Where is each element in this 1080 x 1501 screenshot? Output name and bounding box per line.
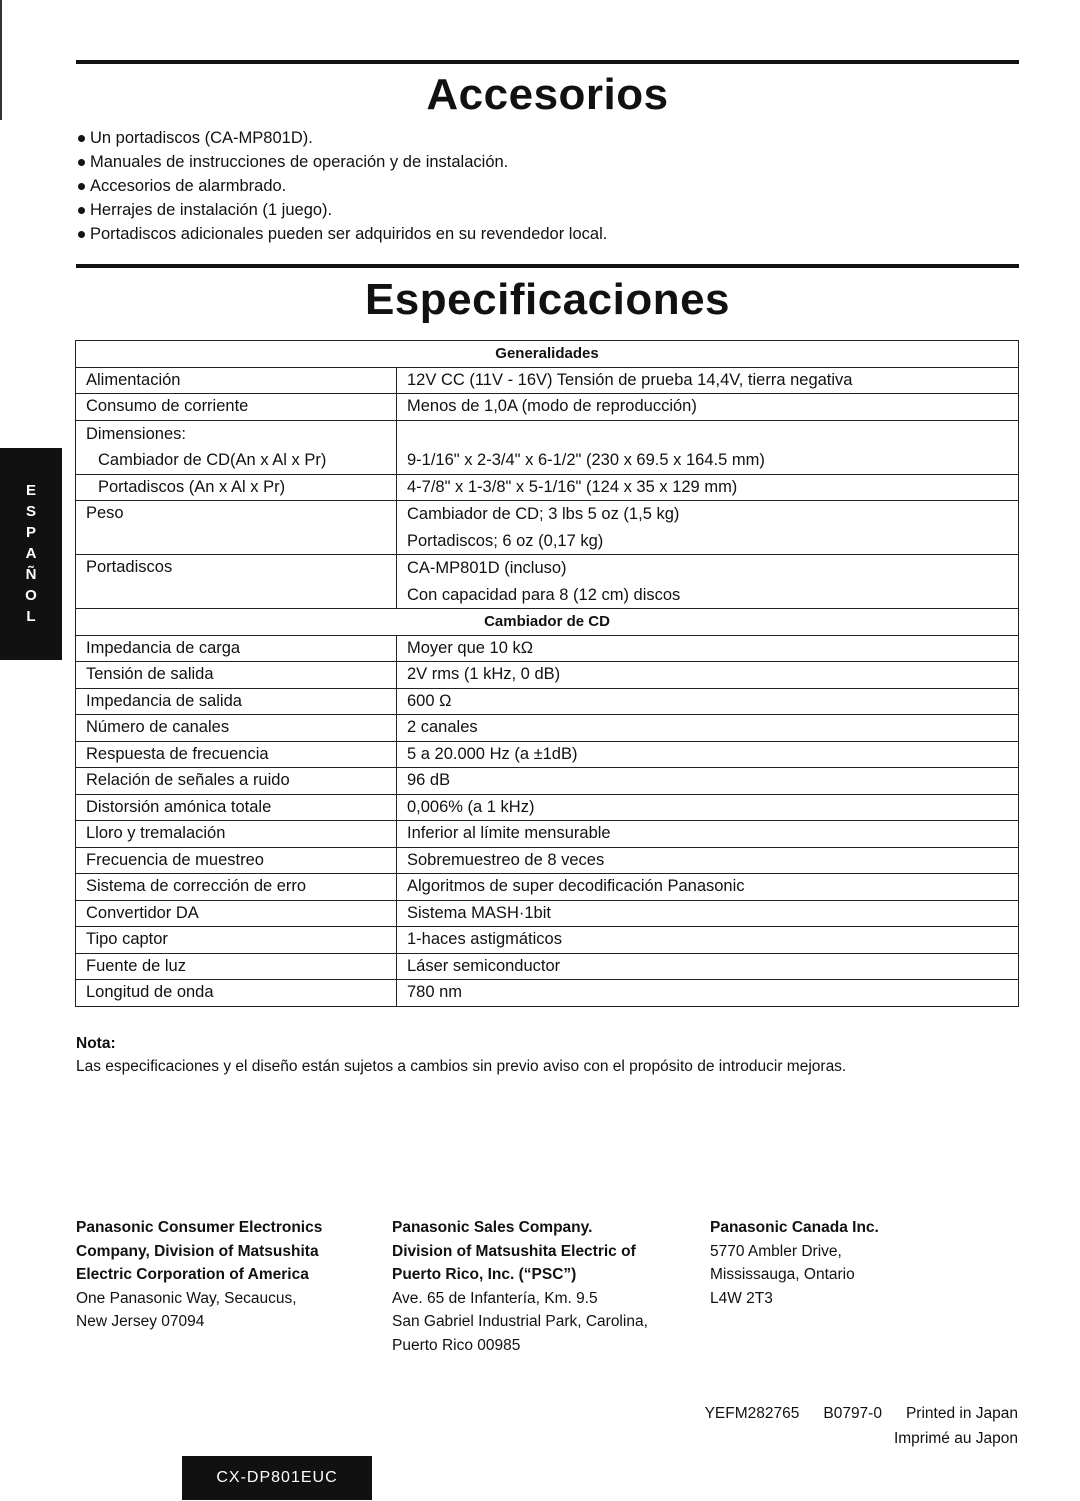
spec-label: Convertidor DA [76,900,397,927]
table-row [76,555,1019,609]
spec-value: 9-1/16" x 2-3/4" x 6-1/2" (230 x 69.5 x 164.5 mm) [397,420,1019,474]
spec-value: Sobremuestreo de 8 veces [397,847,1019,874]
spec-label: Sistema de corrección de erro [76,874,397,901]
table-row [76,715,1019,742]
accesorios-list [78,126,607,246]
table-row [76,394,1019,421]
spec-label: Portadiscos [76,555,397,609]
spec-value: 4-7/8" x 1-3/8" x 5-1/16" (124 x 35 x 129 mm) [397,474,1019,501]
spec-value: 2V rms (1 kHz, 0 dB) [397,662,1019,689]
spec-label: Frecuencia de muestreo [76,847,397,874]
spec-value: 5 a 20.000 Hz (a ±1dB) [397,741,1019,768]
address-block-america: Panasonic Consumer Electronics Company, Division of Matsushita Electric Corporation of America One Panasonic Way, Secaucus, New Jersey 07094 [76,1219,323,1330]
list-item: Accesorios de alarmbrado. [78,174,607,198]
spec-value: Algoritmos de super decodificación Panasonic [397,874,1019,901]
spec-label: Consumo de corriente [76,394,397,421]
spec-label: Distorsión amónica totale [76,794,397,821]
table-row [76,980,1019,1007]
list-item: Manuales de instrucciones de operación y de instalación. [78,150,607,174]
especificaciones-top-rule [76,264,1019,268]
spec-label: Respuesta de frecuencia [76,741,397,768]
spec-label: Longitud de onda [76,980,397,1007]
spec-value: 2 canales [397,715,1019,742]
table-row [76,794,1019,821]
table-row [76,768,1019,795]
address-block-puerto-rico: Panasonic Sales Company. Division of Matsushita Electric of Puerto Rico, Inc. (“PSC”) Ave. 65 de Infantería, Km. 9.5 San Gabriel Industrial Park, Carolina, Puerto Rico 00985 [392,1219,648,1354]
table-row [76,474,1019,501]
spec-table [75,340,1019,1007]
spec-label: Relación de señales a ruido [76,768,397,795]
spec-value: Menos de 1,0A (modo de reproducción) [397,394,1019,421]
table-section-row [76,609,1019,636]
list-item: Herrajes de instalación (1 juego). [78,198,607,222]
spec-value: 12V CC (11V - 16V) Tensión de prueba 14,4V, tierra negativa [397,367,1019,394]
spec-label: Fuente de luz [76,953,397,980]
spec-label: Tipo captor [76,927,397,954]
bullet-icon [78,207,85,214]
especificaciones-title: Especificaciones [364,275,731,324]
table-row [76,501,1019,555]
table-row [76,688,1019,715]
spec-value: 1-haces astigmáticos [397,927,1019,954]
bullet-icon [78,183,85,190]
spec-label: Impedancia de carga [76,635,397,662]
spec-label: Número de canales [76,715,397,742]
language-side-tab: E S P A Ñ O L [0,448,62,660]
list-item: Portadiscos adicionales pueden ser adquiridos en su revendedor local. [78,222,607,246]
table-section-row [76,341,1019,368]
spec-label-dimensions: Dimensiones: Cambiador de CD(An x Al x Pr) [76,420,397,474]
printed-in-japan: Printed in Japan [905,1405,1018,1422]
list-item: Un portadiscos (CA-MP801D). [78,126,607,150]
imprime-au-japon: Imprimé au Japon [893,1430,1018,1447]
table-row [76,821,1019,848]
spec-value: Sistema MASH·1bit [397,900,1019,927]
table-row [76,847,1019,874]
spec-value: 780 nm [397,980,1019,1007]
accesorios-top-rule [76,60,1019,64]
spec-value: 0,006% (a 1 kHz) [397,794,1019,821]
spec-value: Inferior al límite mensurable [397,821,1019,848]
section-header-generalidades: Generalidades [76,341,1019,368]
model-number-badge: CX-DP801EUC [182,1456,372,1500]
accesorios-title: Accesorios [426,70,669,119]
table-row [76,367,1019,394]
section-header-cambiador: Cambiador de CD [76,609,1019,636]
spec-label: Lloro y tremalación [76,821,397,848]
spec-value: Láser semiconductor [397,953,1019,980]
bullet-icon [78,159,85,166]
table-row [76,900,1019,927]
table-row [76,874,1019,901]
spec-label: Portadiscos (An x Al x Pr) [76,474,397,501]
footer-codes [705,1401,1018,1451]
table-row [76,927,1019,954]
table-row [76,635,1019,662]
spec-value: 96 dB [397,768,1019,795]
bullet-icon [78,231,85,238]
spec-value: Cambiador de CD; 3 lbs 5 oz (1,5 kg) Portadiscos; 6 oz (0,17 kg) [397,501,1019,555]
table-row [76,662,1019,689]
page-edge-line [0,0,2,120]
table-row [76,420,1019,474]
spec-label: Peso [76,501,397,555]
document-code: YEFM282765 [704,1405,800,1422]
bullet-icon [78,135,85,142]
spec-label: Tensión de salida [76,662,397,689]
revision-code: B0797-0 [823,1405,882,1422]
nota-text: Las especificaciones y el diseño están sujetos a cambios sin previo aviso con el propósito de introducir mejoras. [76,1058,847,1075]
address-block-canada: Panasonic Canada Inc. 5770 Ambler Drive, Mississauga, Ontario L4W 2T3 [710,1219,879,1307]
spec-label: Impedancia de salida [76,688,397,715]
table-row [76,953,1019,980]
table-row [76,741,1019,768]
spec-value: Moyer que 10 kΩ [397,635,1019,662]
spec-value: CA-MP801D (incluso) Con capacidad para 8 (12 cm) discos [397,555,1019,609]
spec-label: Alimentación [76,367,397,394]
spec-value: 600 Ω [397,688,1019,715]
nota-heading: Nota: [76,1035,116,1052]
